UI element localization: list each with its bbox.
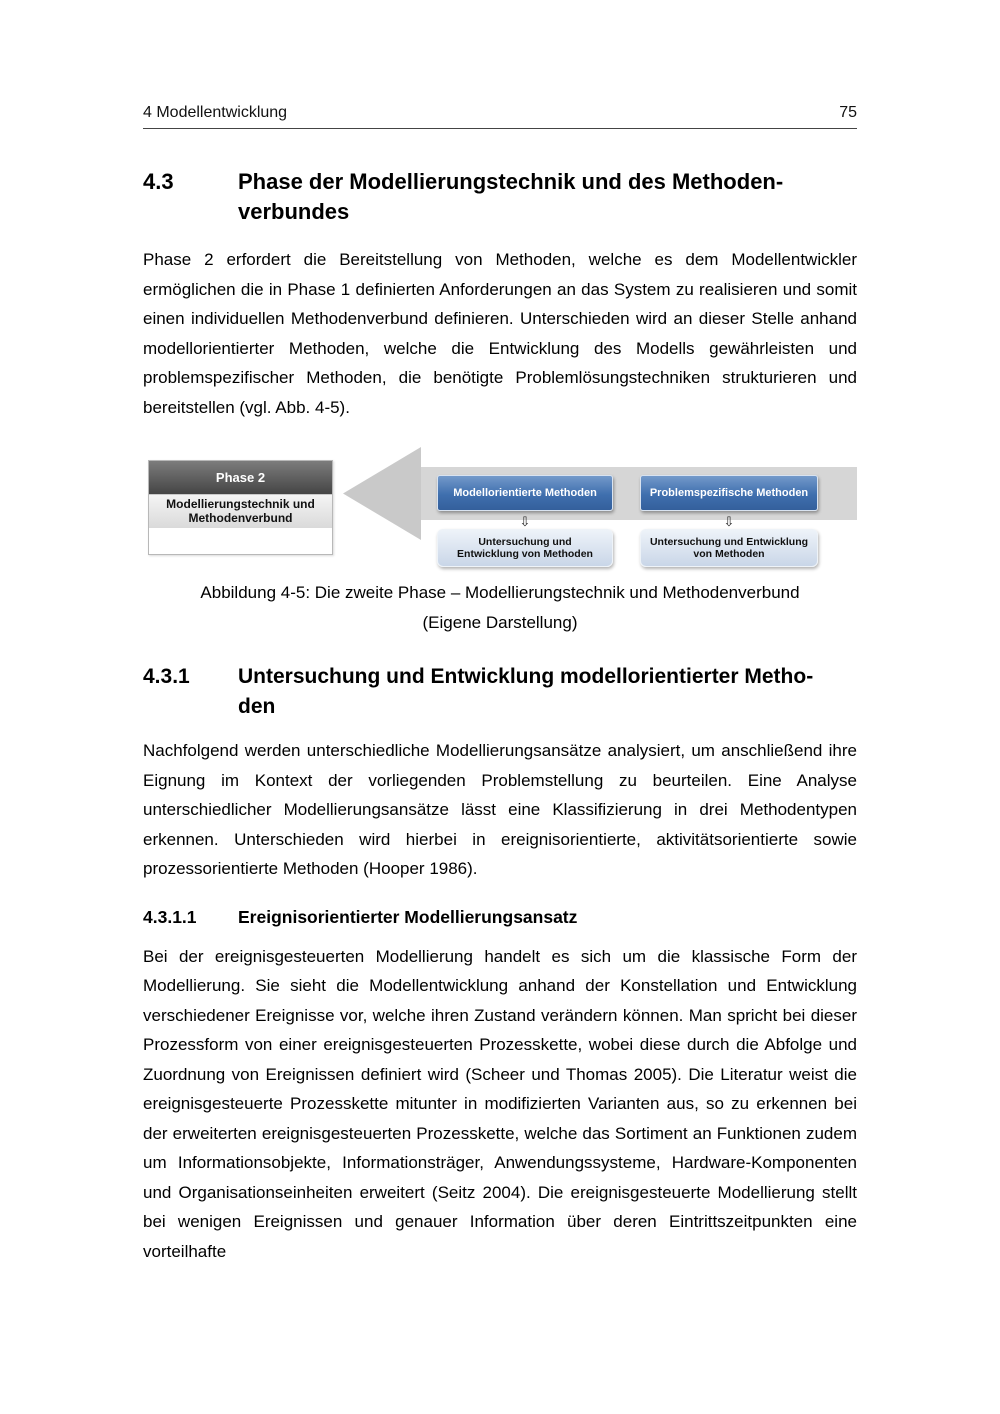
section-title-line-1: Untersuchung und Entwicklung modellorientierter Metho- bbox=[238, 665, 814, 688]
running-header bbox=[143, 104, 857, 129]
page-number: 75 bbox=[839, 104, 857, 121]
figure-caption-line-2: (Eigene Darstellung) bbox=[422, 613, 578, 632]
phase-box bbox=[148, 460, 333, 555]
down-arrow-icon: ⇩ bbox=[723, 514, 735, 529]
figure-4-5 bbox=[143, 442, 857, 572]
section-heading-4-3-1 bbox=[143, 662, 857, 722]
method-box-modellorientiert: Modellorientierte Methoden bbox=[437, 475, 613, 511]
activity-box-problemspezifisch: Untersuchung und Entwicklung von Methoden bbox=[640, 529, 818, 567]
section-title bbox=[238, 167, 783, 227]
method-box-problemspezifisch: Problemspezifische Methoden bbox=[640, 475, 818, 511]
section-number: 4.3 bbox=[143, 169, 174, 194]
figure-caption-line-1: Abbildung 4-5: Die zweite Phase – Modellierungstechnik und Methodenverbund bbox=[200, 583, 800, 602]
chapter-label: 4 Modellentwicklung bbox=[143, 104, 288, 121]
phase-box-subtitle: Modellierungstechnik und Methodenverbund bbox=[149, 494, 332, 528]
phase-box-footer bbox=[149, 528, 332, 554]
left-arrow-icon bbox=[343, 447, 421, 540]
phase-box-title: Phase 2 bbox=[149, 461, 332, 494]
section-title bbox=[238, 662, 813, 722]
section-title-line-2: verbundes bbox=[238, 199, 350, 224]
section-number: 4.3.1 bbox=[143, 665, 190, 688]
paragraph-modellierungsansaetze: Nachfolgend werden unterschiedliche Modellierungsansätze analysiert, um anschließend ihre Eignung im Kontext der vorliegenden Problemstellung zu beurteilen. Eine Analyse unterschiedlicher Modellierungsansätze lässt eine Klassifizierung in drei Methodentypen erkennen. Unterschieden wird hierbei in ereignisorientierte, aktivitätsorientierte sowie prozessorientierte Methoden (Hooper 1986). bbox=[143, 741, 857, 878]
section-title-line-1: Phase der Modellierungstechnik und des Methoden- bbox=[238, 169, 784, 194]
paragraph-ereignisorientiert: Bei der ereignisgesteuerten Modellierung handelt es sich um die klassische Form der Modellierung. Sie sieht die Modellentwicklung anhand der Konstellation und Entwicklung verschiedener Ereignisse vor, welche ihren Zustand verändern können. Man spricht bei dieser Prozessform von einer ereignisgesteuerten Prozesskette, wobei diese durch die Abfolge und Zuordnung von Ereignissen definiert wird (Scheer und Thomas 2005). Die Literatur weist die ereignisgesteuerte Prozesskette mitunter in modifizierten Varianten aus, so zu erkennen bei der erweiterten ereignisgesteuerten Prozesskette, welche das Sortiment an Funktionen zudem um Informationsobjekte, Informationsträger, Anwendungssysteme, Hardware-Komponenten und Organisationseinheiten erweitert (Seitz 2004). Die ereignisgesteuerte Modellierung stellt bei wenigen Ereignissen und genauer Information über deren Eintrittszeitpunkten eine vorteilhafte bbox=[143, 946, 857, 1261]
section-heading-4-3-1-1 bbox=[143, 906, 857, 928]
down-arrow-icon: ⇩ bbox=[519, 514, 531, 529]
figure-caption bbox=[143, 578, 857, 638]
paragraph-phase2: Phase 2 erfordert die Bereitstellung von Methoden, welche es dem Modellentwickler ermöglichen die in Phase 1 definierten Anforderungen an das System zu realisieren und somit einen individuellen Methodenverbund definieren. Unterschieden wird an dieser Stelle anhand modellorientierter Methoden, welche die Entwicklung des Modells gewährleisten und problemspezifischer Methoden, die benötigte Problemlösungstechniken strukturieren und bereitstellen (vgl. Abb. 4-5). bbox=[143, 250, 857, 417]
section-number: 4.3.1.1 bbox=[143, 906, 197, 927]
section-title-line-2: den bbox=[238, 695, 276, 718]
section-heading-4-3 bbox=[143, 167, 857, 227]
activity-box-modellorientiert: Untersuchung und Entwicklung von Methoden bbox=[437, 529, 613, 567]
section-title: Ereignisorientierter Modellierungsansatz bbox=[238, 906, 578, 927]
